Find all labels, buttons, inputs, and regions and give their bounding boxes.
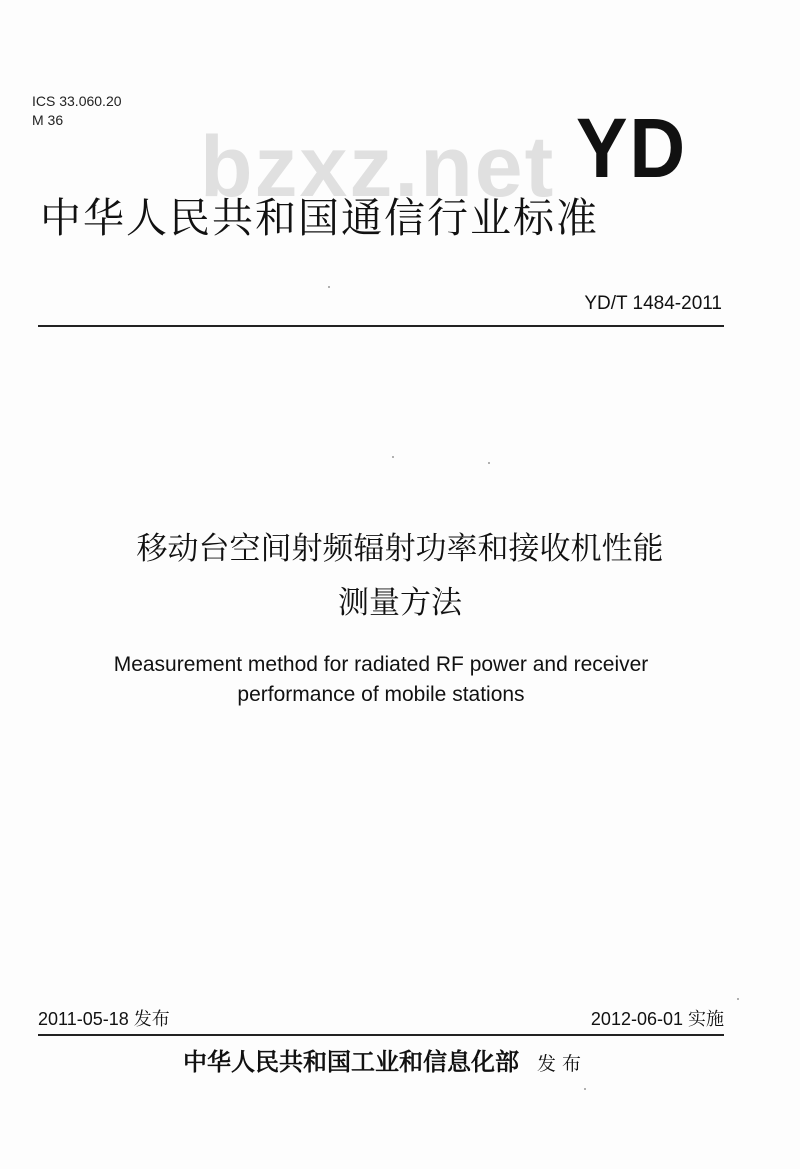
- top-divider: [38, 325, 724, 327]
- publisher-action: 发布: [536, 1053, 587, 1075]
- ics-code: ICS 33.060.20: [32, 93, 122, 109]
- watermark: bzxz.net: [200, 119, 556, 215]
- title-english: [0, 650, 762, 710]
- implementation-date: 2012-06-01 实施: [590, 1009, 724, 1029]
- scan-speck: [488, 462, 490, 464]
- yd-logo: YD: [576, 101, 688, 195]
- publisher-name: 中华人民共和国工业和信息化部: [182, 1047, 519, 1076]
- scan-speck: [392, 456, 394, 458]
- organization-title: 中华人民共和国通信行业标准: [40, 194, 599, 242]
- title-chinese-line-1: 移动台空间射频辐射功率和接收机性能: [136, 531, 664, 567]
- publisher-line: [0, 1042, 770, 1084]
- scan-speck: [737, 998, 739, 1000]
- dates-row: [38, 1005, 724, 1031]
- standard-number: YD/T 1484-2011: [584, 293, 722, 314]
- scan-speck: [328, 286, 330, 288]
- title-chinese: [0, 522, 800, 630]
- bottom-divider: [38, 1034, 724, 1036]
- title-chinese-line-2: 测量方法: [338, 585, 462, 621]
- scan-speck: [584, 1088, 586, 1090]
- classification-code: M 36: [32, 112, 64, 128]
- title-english-line-2: performance of mobile stations: [237, 683, 525, 706]
- publish-date: 2011-05-18 发布: [38, 1009, 170, 1029]
- classification-codes: [32, 92, 122, 130]
- title-english-line-1: Measurement method for radiated RF power and receiver: [113, 653, 649, 676]
